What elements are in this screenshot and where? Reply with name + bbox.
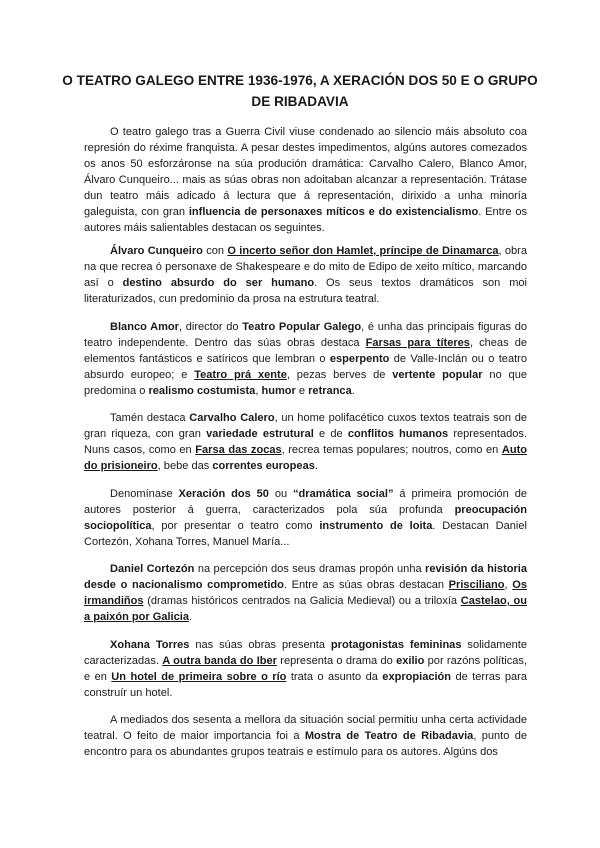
body-text: A mediados dos sesenta a mellora da situación social permitiu unha certa actividade teatral. O feito de maior importancia foi a [84,714,527,743]
emphasis-text: esperpento [329,353,390,366]
body-text: , recrea temas populares; noutros, como en [281,444,502,457]
body-text: e [295,385,309,398]
emphasis-text: Carvalho Calero [189,412,275,424]
document-title: O TEATRO GALEGO ENTRE 1936-1976, A XERACIÓN DOS 50 E O GRUPO DE RIBADAVIA [62,73,538,109]
body-text: (dramas históricos centrados na Galicia Medieval) ou a triloxía [143,595,461,608]
body-text: de terras para construír un hotel. [84,671,527,700]
emphasis-text: destino absurdo do ser humano [122,277,315,290]
body-text: O teatro galego tras a Guerra Civil viuse condenado ao silencio máis absoluto coa represión do réxime franquista. A pesar destes impedimentos, algúns autores comezados os anos 50 esforzáronse na súa produción dramática: Carvalho Calero, Blanco Amor, Álvaro Cunqueiro... mais as súas obras non adoitaban alcanzar a representación. Trátase dun teatro máis adicado á lectura que á representación, dirixido a unha minoría galeguista, con gran [84,126,527,219]
emphasis-text: Blanco Amor [110,321,179,333]
body-text: , punto de encontro para os abundantes grupos teatrais e estímulo para os autores. Algúns dos [84,730,527,759]
body-text: con [202,245,228,257]
body-text: trata o asunto da [286,671,383,684]
emphasis-text: protagonistas femininas [330,639,462,651]
paragraph-cunqueiro [84,243,527,307]
emphasis-text: exilio [396,655,425,668]
body-text: , [504,579,513,592]
body-text: nas súas obras presenta [189,639,331,651]
paragraph-intro [84,124,527,236]
work-title: Farsas para títeres [365,337,470,350]
paragraph-carvalho [84,410,527,474]
emphasis-text: Teatro Popular Galego [242,321,362,333]
body-text: no que predomina o [84,369,527,398]
paragraph-xeracion-50 [84,486,527,550]
emphasis-text: Daniel Cortezón [110,563,195,575]
body-text: , un home polifacético cuxos textos teatrais son de gran riqueza, con gran [84,412,527,441]
body-text: por razóns políticas, e en [84,655,528,684]
body-text: , é unha das principais figuras do teatro independente. Dentro das súas obras destaca [84,321,528,350]
body-text: ou [268,488,294,500]
body-text: , director do [178,321,243,333]
body-text: representa o drama do [276,655,397,668]
emphasis-text: retranca [308,385,352,398]
body-text: e de [313,428,348,441]
emphasis-text: realismo costumista [148,385,256,398]
body-text: , obra na que recrea ó personaxe de Shakespeare e do mito de Edipo de xeito mítico, marcando así o [84,245,528,290]
work-title: Os irmandiños [84,579,528,608]
emphasis-text: expropiación [382,671,452,684]
emphasis-text: Álvaro Cunqueiro [110,245,203,257]
body-text: , bebe das [157,460,213,473]
body-text: Tamén destaca [110,412,190,424]
body-text: na percepción dos seus dramas propón unha [194,563,426,575]
emphasis-text: Xeración dos 50 [178,488,269,500]
work-title: O incerto señor don Hamlet, príncipe de Dinamarca [227,245,499,257]
body-text: . Entre os autores máis salientables destacan os seguintes. [84,206,528,235]
work-title: A outra banda do Iber [162,655,277,668]
body-text: . Destacan Daniel Cortezón, Xohana Torres, Manuel María... [84,520,527,549]
work-title: Teatro prá xente [194,369,287,382]
body-text: . [314,460,318,473]
emphasis-text: conflitos humanos [347,428,449,441]
body-text: . Entre as súas obras destacan [283,579,449,592]
emphasis-text: instrumento de loita [319,520,433,533]
emphasis-text: variedade estrutural [206,428,314,441]
emphasis-text: humor [261,385,296,398]
paragraph-blanco-amor [84,319,527,399]
emphasis-text: vertente popular [392,369,483,382]
body-text: . [351,385,355,398]
emphasis-text: correntes europeas [212,460,315,473]
paragraph-xohana [84,637,527,701]
work-title: Castelao, ou a paixón por Galicia [84,595,527,624]
body-text: , pezas berves de [286,369,393,382]
body-text: . Os seus textos dramáticos son moi literaturizados, cun predominio da prosa na estrutura teatral. [84,277,527,306]
body-text: representados. Nuns casos, como en [84,428,528,457]
emphasis-text: Mostra de Teatro de Ribadavia [304,730,474,743]
work-title: Un hotel de primeira sobre o río [111,671,287,684]
paragraph-cortezon [84,561,527,625]
body-text: , por presentar o teatro como [151,520,320,533]
work-title: Farsa das zocas [195,444,282,457]
emphasis-text: influencia de personaxes míticos e do existencialismo [188,206,479,219]
emphasis-text: Xohana Torres [110,639,190,651]
body-text: solidamente caracterizadas. [84,639,527,668]
body-text: de Valle-Inclán ou o teatro absurdo europeo; e [84,353,527,382]
body-text: , [255,385,262,398]
emphasis-text: “dramática social” [293,488,394,500]
paragraph-ribadavia [84,712,527,760]
body-text: Denomínase [110,488,179,500]
body-text: á primeira promoción de autores posterior á guerra, caracterizados pola súa profunda [84,488,527,517]
work-title: Prisciliano [448,579,505,592]
body-text: . [188,611,193,624]
work-title: Auto do prisioneiro [84,444,527,473]
emphasis-text: revisión da historia desde o nacionalismo comprometido [84,563,527,592]
body-text: , cheas de elementos fantásticos e satíricos que lembran o [84,337,527,366]
emphasis-text: preocupación sociopolítica [84,504,527,533]
